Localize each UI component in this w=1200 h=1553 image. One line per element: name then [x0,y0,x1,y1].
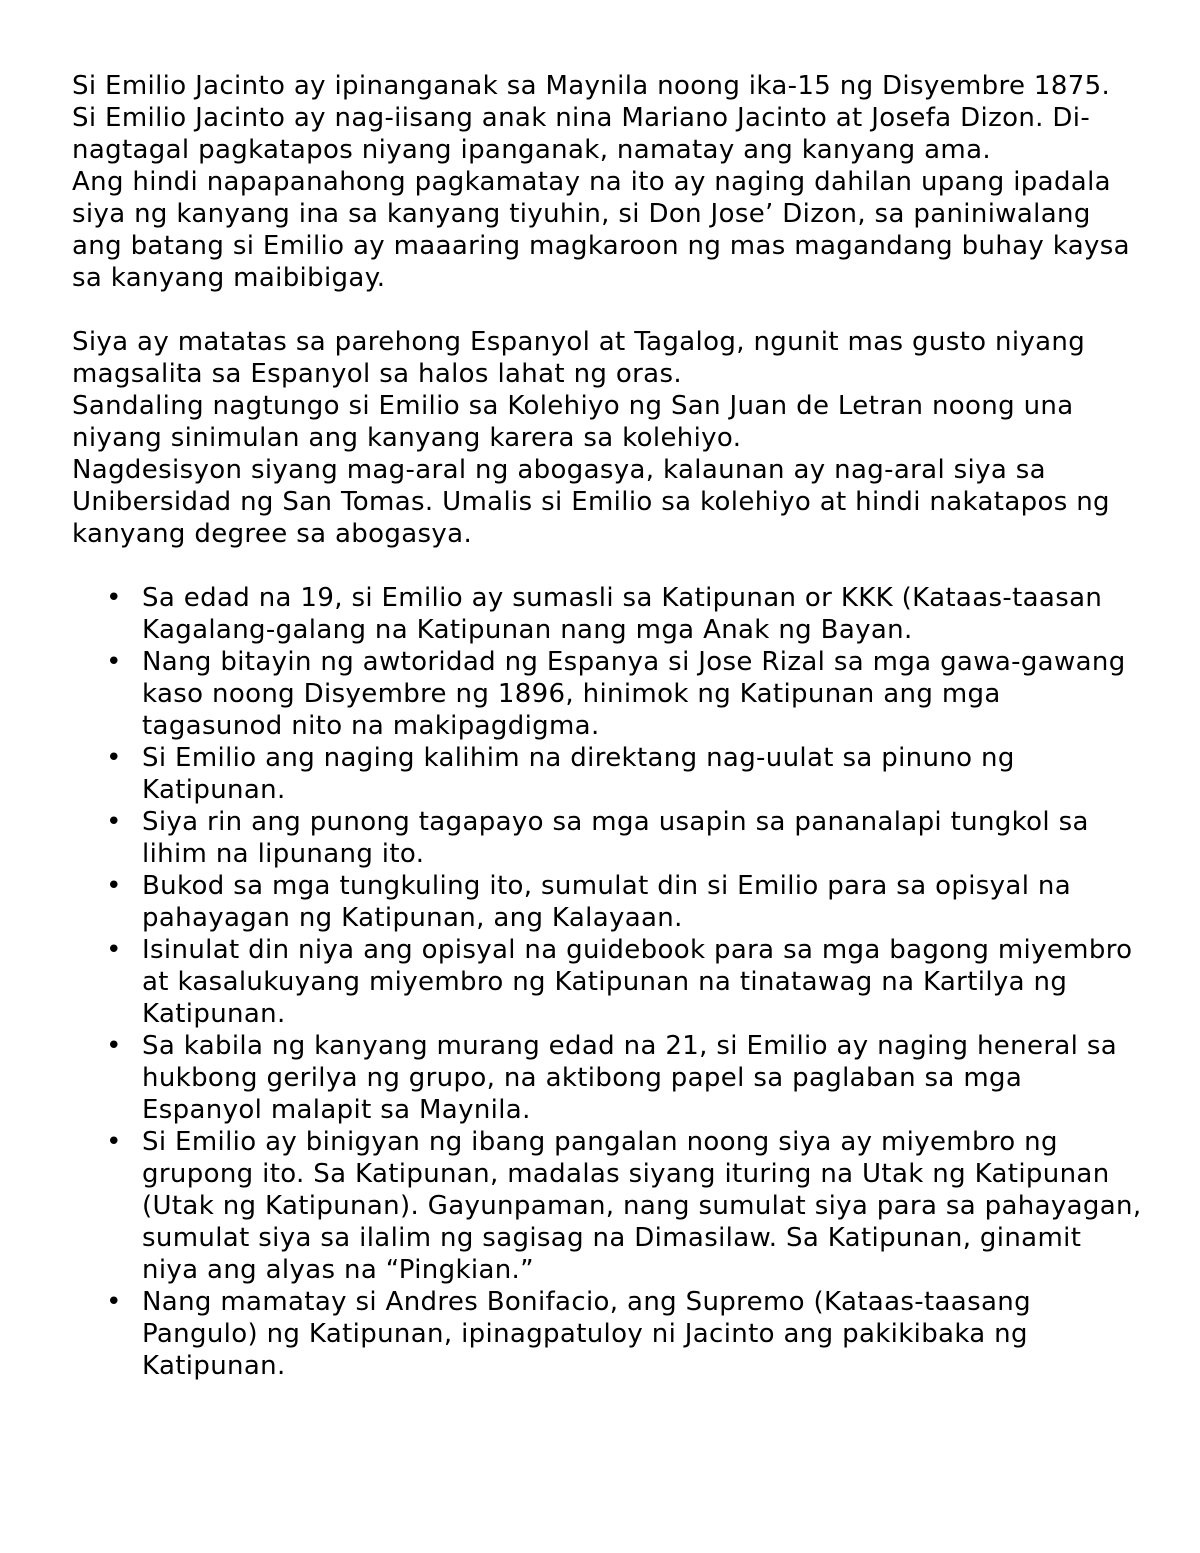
paragraph-ust: Nagdesisyon siyang mag-aral ng abogasya, kalaunan ay nag-aral siya sa Unibersidad ng San Tomas. Umalis si Emilio sa kolehiyo at hindi nakatapos ng kanyang degree sa abogasya. [72,455,1110,549]
list-item [72,646,1142,742]
bullet-icon: • [106,871,122,901]
list-item [72,742,1142,806]
paragraph-language: Siya ay matatas sa parehong Espanyol at Tagalog, ngunit mas gusto niyang magsalita sa Espanyol sa halos lahat ng oras. [72,327,1086,389]
list-item-text: Siya rin ang punong tagapayo sa mga usapin sa pananalapi tungkol sa lihim na lipunang ito. [142,807,1089,869]
bullet-icon: • [106,807,122,837]
list-item [72,934,1142,1030]
bullet-icon: • [106,583,122,613]
list-item-text: Si Emilio ang naging kalihim na direktang nag-uulat sa pinuno ng Katipunan. [142,743,1015,805]
list-item-text: Nang mamatay si Andres Bonifacio, ang Supremo (Kataas-taasang Pangulo) ng Katipunan, ipinagpatuloy ni Jacinto ang pakikibaka ng Katipunan. [142,1287,1031,1381]
paragraph-letran: Sandaling nagtungo si Emilio sa Kolehiyo ng San Juan de Letran noong una niyang sinimulan ang kanyang karera sa kolehiyo. [72,391,1074,453]
list-item [72,870,1142,934]
list-item-text: Sa edad na 19, si Emilio ay sumasli sa Katipunan or KKK (Kataas-taasan Kagalang-galang na Katipunan nang mga Anak ng Bayan. [142,583,1103,645]
bullet-icon: • [106,647,122,677]
paragraph-spacer [72,550,1142,582]
bullet-icon: • [106,1031,122,1061]
list-item [72,1030,1142,1126]
list-item-text: Si Emilio ay binigyan ng ibang pangalan noong siya ay miyembro ng grupong ito. Sa Katipunan, madalas siyang ituring na Utak ng Katipunan (Utak ng Katipunan). Gayunpaman, nang sumulat siya para sa pahayagan, sumulat siya sa ilalim ng sagisag na Dimasilaw. Sa Katipunan, ginamit niya ang alyas na “Pingkian.” [142,1127,1142,1285]
list-item [72,1126,1142,1286]
list-item-text: Isinulat din niya ang opisyal na guidebook para sa mga bagong miyembro at kasalukuyang miyembro ng Katipunan na tinatawag na Kartilya ng Katipunan. [142,935,1133,1029]
bullet-icon: • [106,935,122,965]
list-item-text: Sa kabila ng kanyang murang edad na 21, si Emilio ay naging heneral sa hukbong gerilya ng grupo, na aktibong papel sa paglaban sa mga Espanyol malapit sa Maynila. [142,1031,1118,1125]
list-item [72,582,1142,646]
bullet-icon: • [106,1127,122,1157]
paragraph-uncle: Ang hindi napapanahong pagkamatay na ito ay naging dahilan upang ipadala siya ng kanyang ina sa kanyang tiyuhin, si Don Jose’ Dizon, sa paniniwalang ang batang si Emilio ay maaaring magkaroon ng mas magandang buhay kaysa sa kanyang maibibigay. [72,167,1130,293]
paragraph-spacer [72,294,1142,326]
paragraph-birth: Si Emilio Jacinto ay ipinanganak sa Maynila noong ika-15 ng Disyembre 1875. Si Emilio Jacinto ay nag-iisang anak nina Mariano Jacinto at Josefa Dizon. Di-nagtagal pagkatapos niyang ipanganak, namatay ang kanyang ama. [72,71,1111,165]
list-item-text: Bukod sa mga tungkuling ito, sumulat din si Emilio para sa opisyal na pahayagan ng Katipunan, ang Kalayaan. [142,871,1071,933]
list-item [72,1286,1142,1382]
document-page [72,70,1142,1382]
bullet-list [72,582,1142,1382]
list-item [72,806,1142,870]
list-item-text: Nang bitayin ng awtoridad ng Espanya si Jose Rizal sa mga gawa-gawang kaso noong Disyembre ng 1896, hinimok ng Katipunan ang mga tagasunod nito na makipagdigma. [142,647,1126,741]
bullet-icon: • [106,1287,122,1317]
bullet-icon: • [106,743,122,773]
